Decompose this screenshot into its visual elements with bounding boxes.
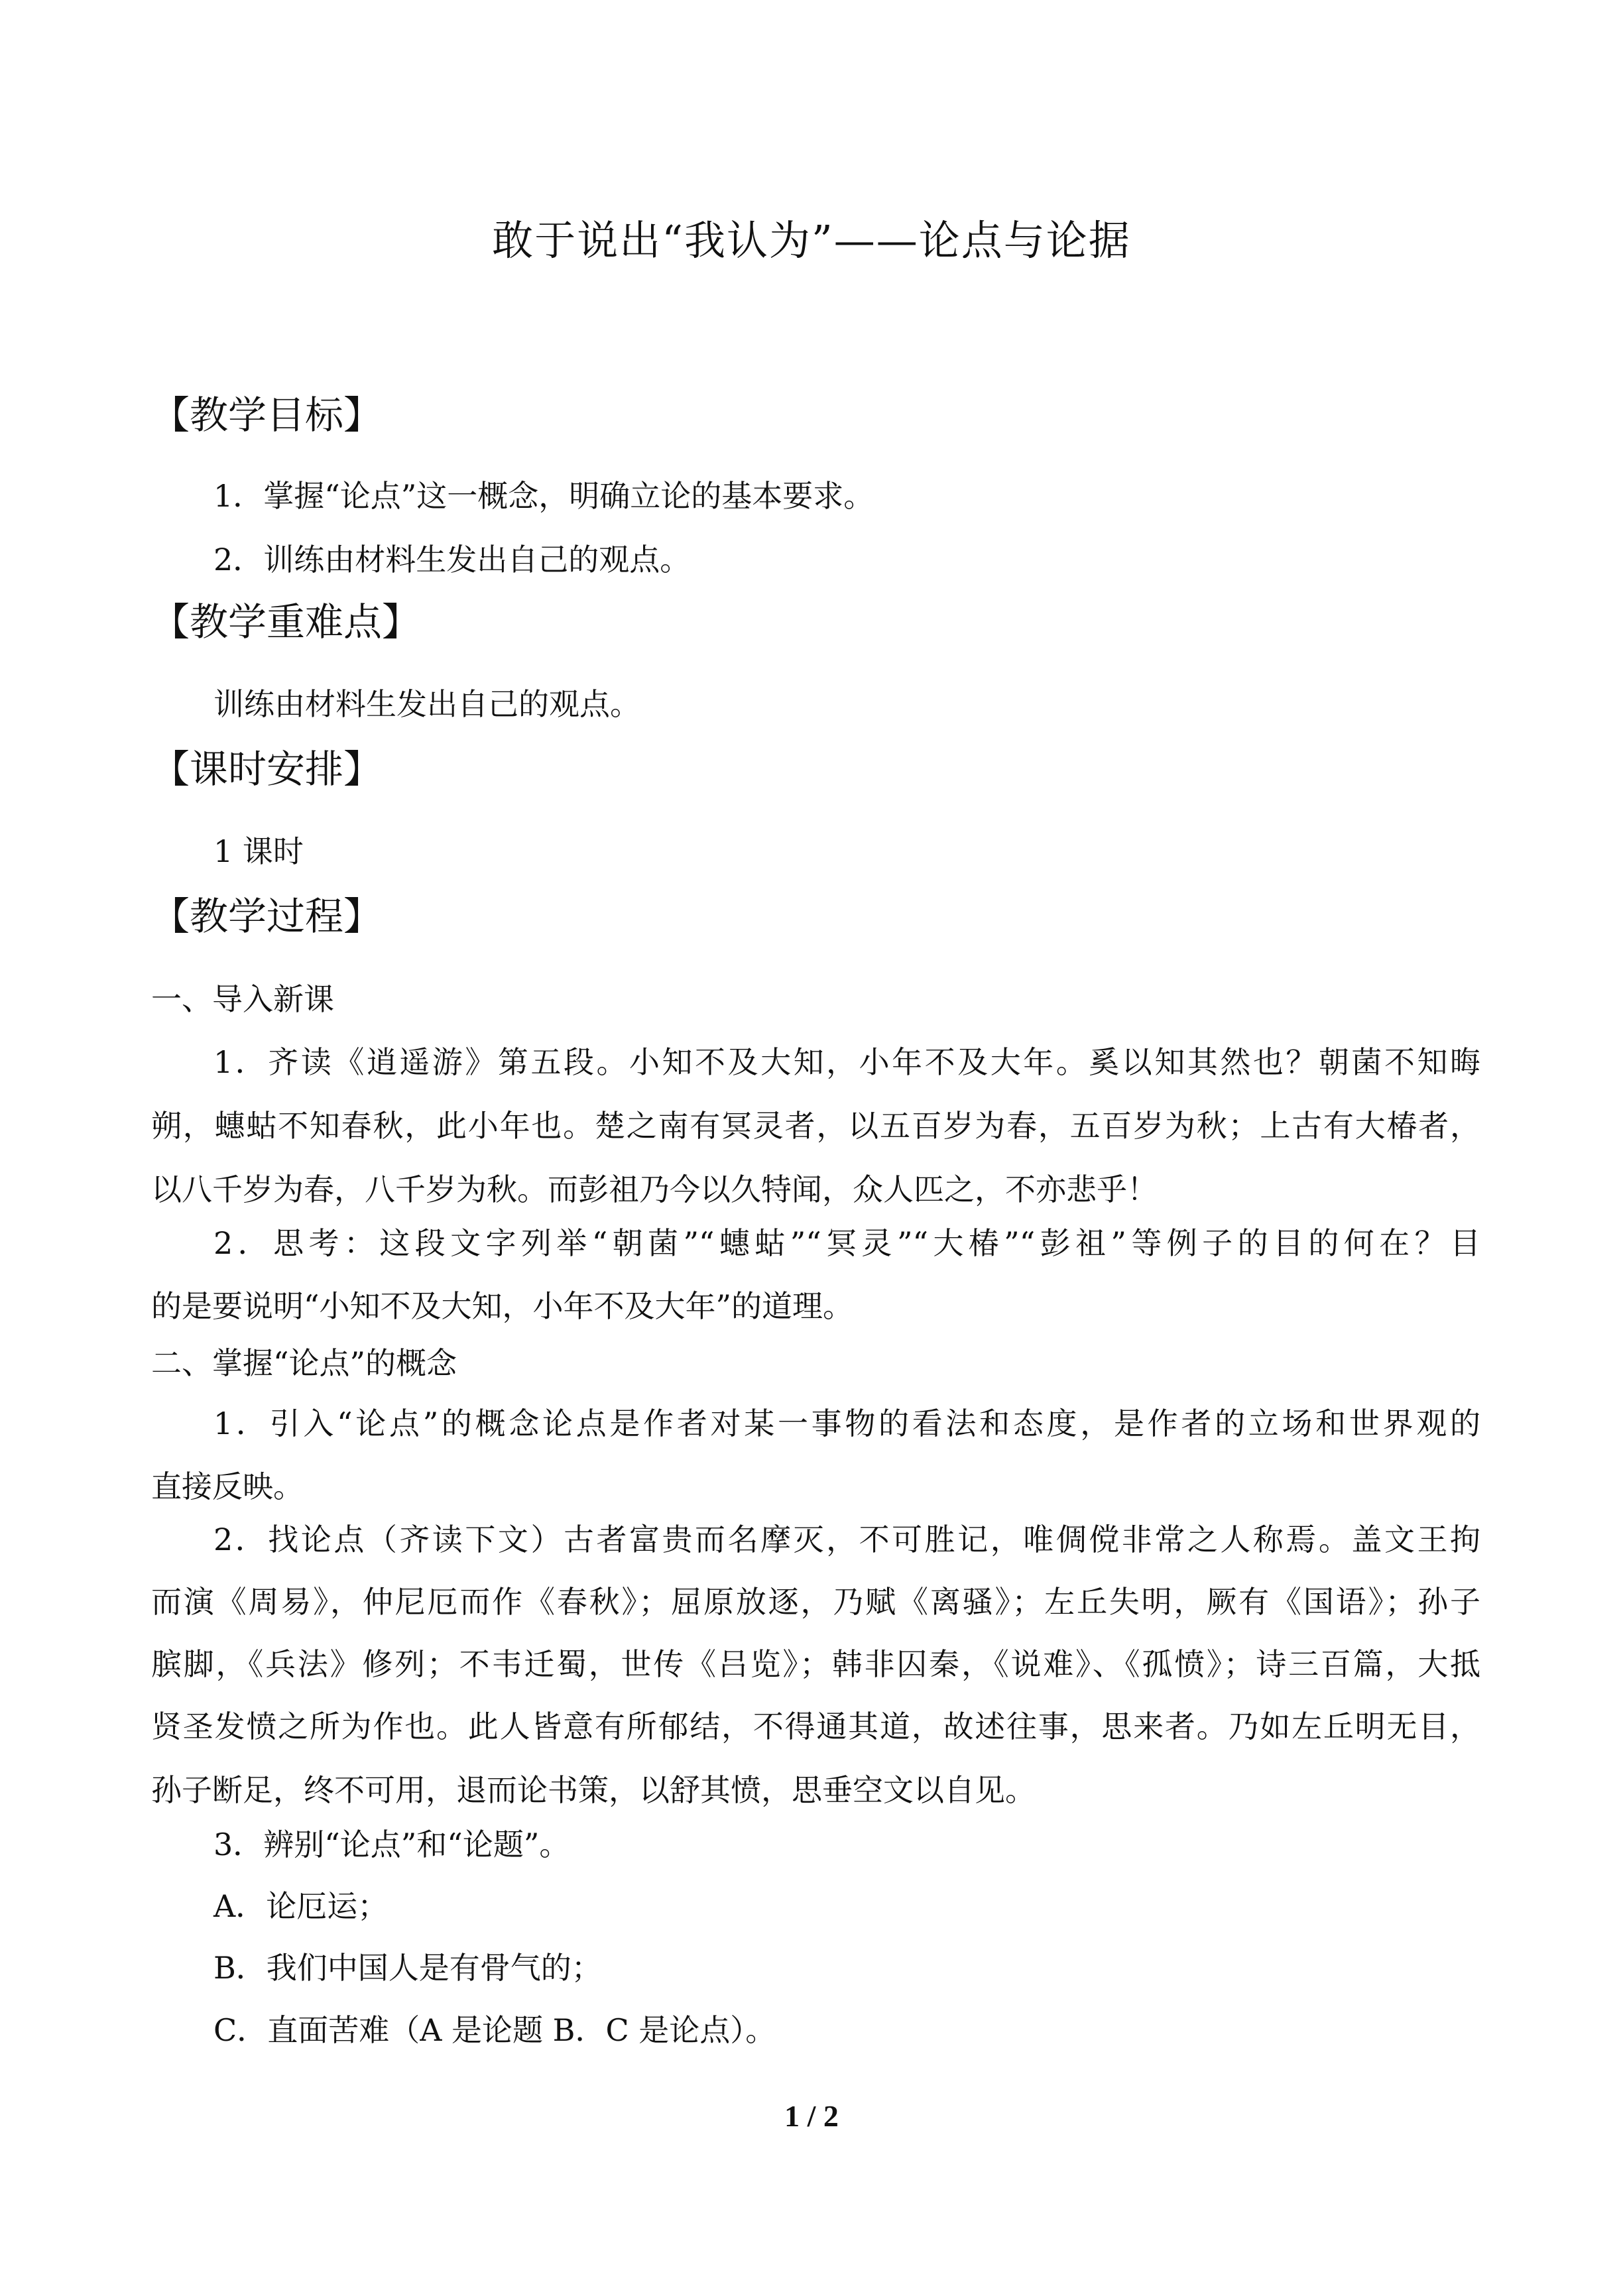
option-c: C．直面苦难（A 是论题 B．C 是论点）。 <box>213 2012 776 2048</box>
intro-item1-line-2: 朔，蟪蛄不知春秋，此小年也。楚之南有冥灵者，以五百岁为春，五百岁为秋；上古有大椿者， <box>151 1108 1480 1144</box>
option-b: B．我们中国人是有骨气的； <box>213 1950 602 1986</box>
key-points-text: 训练由材料生发出自己的观点。 <box>213 686 640 722</box>
section-intro-title: 一、导入新课 <box>151 981 334 1017</box>
heading-schedule: 【课时安排】 <box>151 747 383 792</box>
concept-item2-line-4: 贤圣发愤之所为作也。此人皆意有所郁结，不得通其道，故述往事，思来者。乃如左丘明无目， <box>151 1709 1480 1744</box>
objective-item-2: 2．训练由材料生发出自己的观点。 <box>213 542 691 577</box>
document-title: 敢于说出“我认为”——论点与论据 <box>492 216 1131 265</box>
option-a: A．论厄运； <box>213 1888 389 1924</box>
objective-item-1: 1．掌握“论点”这一概念，明确立论的基本要求。 <box>213 478 874 514</box>
concept-item1-line-2: 直接反映。 <box>151 1469 304 1504</box>
intro-item2-line-2: 的是要说明“小知不及大知，小年不及大年”的道理。 <box>151 1288 854 1324</box>
concept-item2-line-1: 2．找论点（齐读下文）古者富贵而名摩灭，不可胜记，唯倜傥非常之人称焉。盖文王拘 <box>213 1522 1480 1557</box>
heading-objectives: 【教学目标】 <box>151 393 383 438</box>
intro-item2-line-1: 2．思考：这段文字列举“朝菌”“蟪蛄”“冥灵”“大椿”“彭祖”等例子的目的何在？目 <box>213 1225 1480 1261</box>
intro-item1-line-1: 1．齐读《逍遥游》第五段。小知不及大知，小年不及大年。奚以知其然也？朝菌不知晦 <box>213 1044 1480 1080</box>
schedule-text: 1 课时 <box>213 833 304 869</box>
heading-process: 【教学过程】 <box>151 894 383 939</box>
intro-item1-line-3: 以八千岁为春，八千岁为秋。而彭祖乃今以久特闻，众人匹之，不亦悲乎！ <box>151 1172 1158 1207</box>
section-concept-title: 二、掌握“论点”的概念 <box>151 1345 457 1381</box>
concept-item1-line-1: 1．引入“论点”的概念论点是作者对某一事物的看法和态度，是作者的立场和世界观的 <box>213 1406 1480 1441</box>
heading-key-points: 【教学重难点】 <box>151 599 421 644</box>
page-number: 1 / 2 <box>784 2099 839 2133</box>
concept-item2-line-3: 膑脚，《兵法》修列；不韦迁蜀，世传《吕览》；韩非囚秦，《说难》、《孤愤》；诗三百篇，大抵 <box>151 1646 1480 1682</box>
concept-item2-line-2: 而演《周易》，仲尼厄而作《春秋》；屈原放逐，乃赋《离骚》；左丘失明，厥有《国语》；孙子 <box>151 1584 1480 1620</box>
concept-item3: 3．辨别“论点”和“论题”。 <box>213 1827 570 1862</box>
concept-item2-line-5: 孙子断足，终不可用，退而论书策，以舒其愤，思垂空文以自见。 <box>151 1772 1036 1808</box>
